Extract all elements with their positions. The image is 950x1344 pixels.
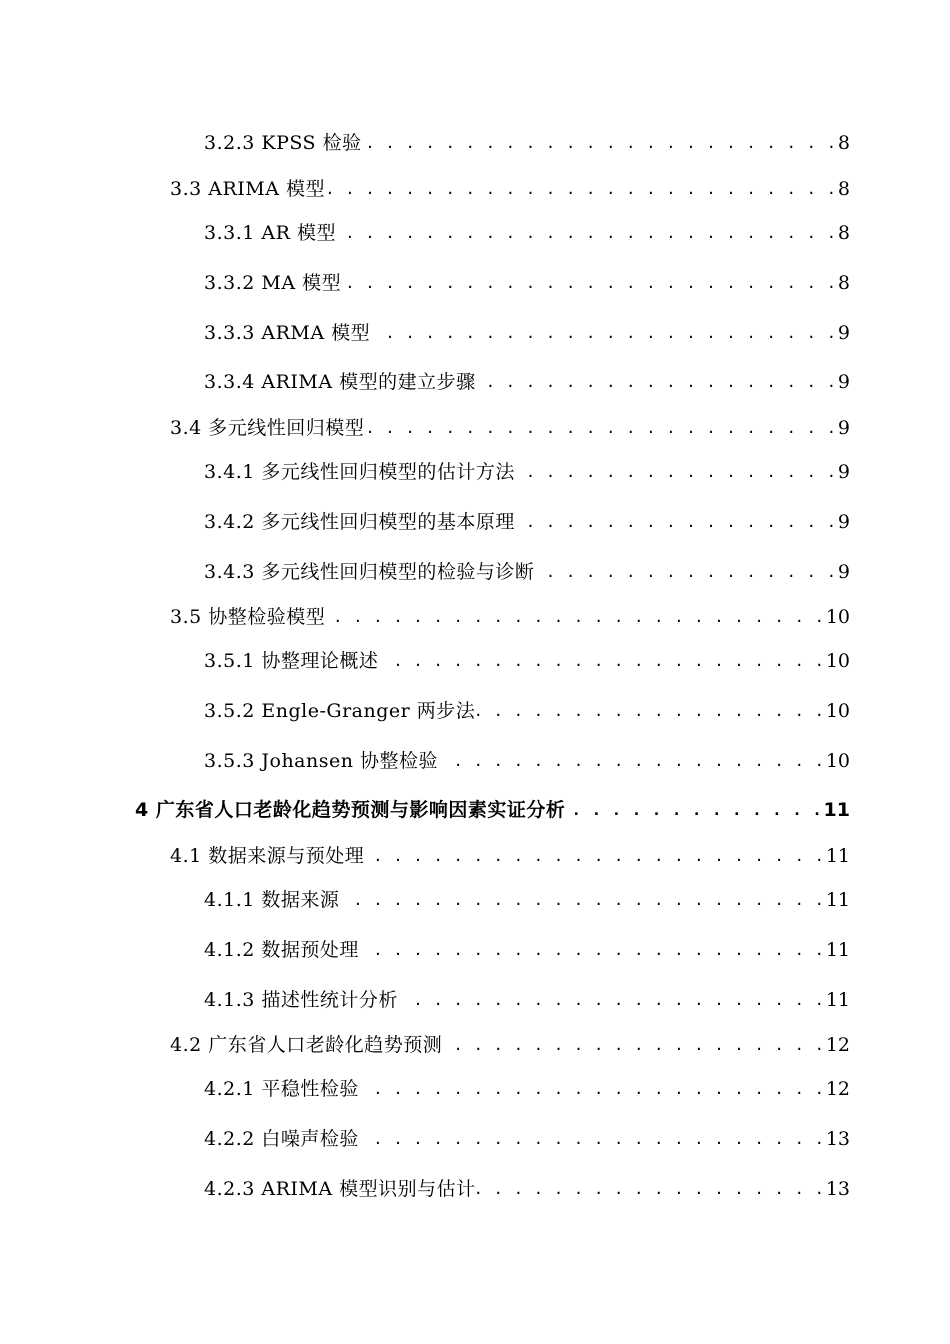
toc-entry[interactable] xyxy=(170,838,850,868)
toc-entry[interactable] xyxy=(204,215,850,245)
toc-entry-page: 11 xyxy=(825,889,850,911)
toc-entry-title: 3.5.1 协整理论概述 xyxy=(204,650,379,672)
toc-leader-dots xyxy=(399,988,825,1012)
toc-entry[interactable] xyxy=(204,454,850,484)
toc-entry-page: 9 xyxy=(837,461,850,483)
toc-leader-dots xyxy=(365,844,825,868)
toc-leader-dots xyxy=(516,510,837,534)
toc-entry-title: 4.2 广东省人口老龄化趋势预测 xyxy=(170,1034,443,1056)
toc-entry[interactable] xyxy=(204,882,850,912)
toc-entry-title: 4.1 数据来源与预处理 xyxy=(170,845,365,867)
toc-entry[interactable] xyxy=(170,1027,850,1057)
toc-entry-page: 9 xyxy=(837,371,850,393)
toc-entry-title: 4.1.3 描述性统计分析 xyxy=(204,989,398,1011)
toc-leader-dots xyxy=(535,560,837,584)
toc-entry-page: 8 xyxy=(837,272,850,294)
toc-entry-page: 9 xyxy=(837,561,850,583)
toc-entry[interactable] xyxy=(204,693,850,723)
toc-entry-title: 3.3 ARIMA 模型 xyxy=(170,178,326,200)
toc-entry-page: 10 xyxy=(825,750,850,772)
toc-leader-dots xyxy=(379,649,824,673)
toc-leader-dots xyxy=(371,321,837,345)
toc-entry-page: 9 xyxy=(837,322,850,344)
toc-entry-title: 3.3.1 AR 模型 xyxy=(204,222,336,244)
toc-leader-dots xyxy=(363,131,837,155)
toc-entry[interactable] xyxy=(204,643,850,673)
toc-entry-title: 3.5.3 Johansen 协整检验 xyxy=(204,750,439,772)
toc-entry-title: 4.1.1 数据来源 xyxy=(204,889,340,911)
toc-leader-dots xyxy=(516,460,837,484)
toc-leader-dots xyxy=(326,605,825,629)
toc-leader-dots xyxy=(360,938,825,962)
toc-entry-title: 4.2.2 白噪声检验 xyxy=(204,1128,359,1150)
toc-entry[interactable] xyxy=(170,171,850,201)
toc-entry-title: 3.4.3 多元线性回归模型的检验与诊断 xyxy=(204,561,535,583)
toc-leader-dots xyxy=(566,798,822,822)
toc-entry-page: 10 xyxy=(825,650,850,672)
toc-entry-page: 8 xyxy=(837,222,850,244)
toc-entry[interactable] xyxy=(204,504,850,534)
toc-entry[interactable] xyxy=(204,1071,850,1101)
toc-entry[interactable] xyxy=(204,982,850,1012)
toc-entry-title: 4 广东省人口老龄化趋势预测与影响因素实证分析 xyxy=(135,799,566,821)
toc-entry-page: 13 xyxy=(825,1178,850,1200)
toc-entry[interactable] xyxy=(204,743,850,773)
toc-entry-page: 13 xyxy=(825,1128,850,1150)
toc-entry[interactable] xyxy=(204,1121,850,1151)
toc-leader-dots xyxy=(326,177,837,201)
toc-entry-title: 3.3.2 MA 模型 xyxy=(204,272,342,294)
toc-entry[interactable] xyxy=(204,932,850,962)
toc-leader-dots xyxy=(477,1177,825,1201)
toc-leader-dots xyxy=(360,1077,825,1101)
toc-leader-dots xyxy=(360,1127,825,1151)
toc-entry-page: 8 xyxy=(837,132,850,154)
toc-entry-title: 3.3.3 ARMA 模型 xyxy=(204,322,371,344)
toc-entry-title: 3.4.1 多元线性回归模型的估计方法 xyxy=(204,461,515,483)
toc-entry-page: 11 xyxy=(825,939,850,961)
toc-entry-page: 9 xyxy=(837,511,850,533)
toc-entry[interactable] xyxy=(204,554,850,584)
toc-entry[interactable] xyxy=(204,125,850,155)
toc-entry-title: 3.5 协整检验模型 xyxy=(170,606,326,628)
toc-entry-page: 10 xyxy=(825,700,850,722)
toc-leader-dots xyxy=(439,749,825,773)
toc-entry-page: 10 xyxy=(825,606,850,628)
toc-entry-title: 3.4.2 多元线性回归模型的基本原理 xyxy=(204,511,515,533)
toc-entry-page: 8 xyxy=(837,178,850,200)
toc-entry[interactable] xyxy=(204,265,850,295)
toc-entry-page: 9 xyxy=(837,417,850,439)
toc-leader-dots xyxy=(443,1033,825,1057)
toc-leader-dots xyxy=(476,699,825,723)
toc-leader-dots xyxy=(477,370,837,394)
toc-leader-dots xyxy=(340,888,824,912)
toc-entry-title: 3.4 多元线性回归模型 xyxy=(170,417,365,439)
toc-entry-title: 3.5.2 Engle-Granger 两步法 xyxy=(204,700,476,722)
toc-entry[interactable] xyxy=(170,410,850,440)
toc-entry-title: 4.1.2 数据预处理 xyxy=(204,939,359,961)
toc-leader-dots xyxy=(365,416,837,440)
toc-entry[interactable] xyxy=(204,364,850,394)
toc-entry-title: 4.2.1 平稳性检验 xyxy=(204,1078,359,1100)
toc-entry-title: 3.3.4 ARIMA 模型的建立步骤 xyxy=(204,371,476,393)
toc-entry-page: 11 xyxy=(825,989,850,1011)
toc-entry[interactable] xyxy=(204,1171,850,1201)
toc-entry[interactable] xyxy=(204,315,850,345)
toc-chapter-entry[interactable] xyxy=(135,792,850,822)
toc-entry-page: 11 xyxy=(823,799,850,821)
toc-entry-title: 4.2.3 ARIMA 模型识别与估计 xyxy=(204,1178,476,1200)
toc-leader-dots xyxy=(337,221,837,245)
toc-entry[interactable] xyxy=(170,599,850,629)
toc-entry-page: 12 xyxy=(825,1078,850,1100)
toc-leader-dots xyxy=(342,271,837,295)
toc-entry-page: 12 xyxy=(825,1034,850,1056)
toc-entry-page: 11 xyxy=(825,845,850,867)
toc-entry-title: 3.2.3 KPSS 检验 xyxy=(204,132,362,154)
